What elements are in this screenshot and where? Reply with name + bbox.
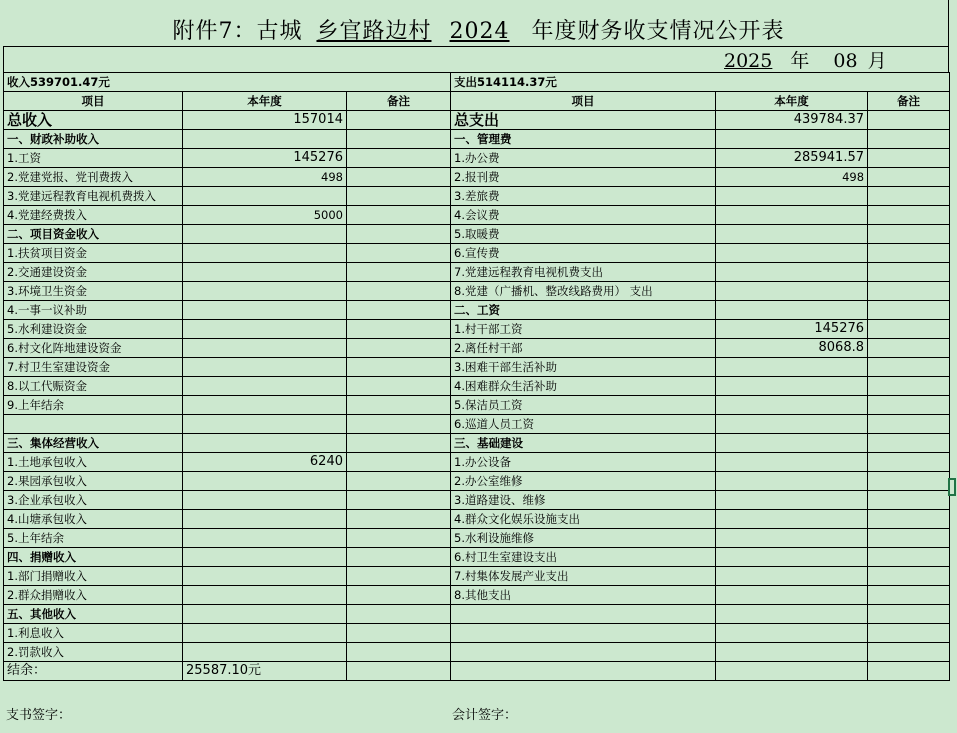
income-item-cell[interactable]: 3.党建远程教育电视机费拨入: [4, 187, 183, 206]
table-row: [4, 472, 950, 491]
date-year-label: 年: [790, 50, 810, 72]
income-note-cell[interactable]: [347, 529, 451, 548]
expense-value-cell[interactable]: [716, 472, 868, 491]
divider: [3, 46, 4, 72]
income-value-cell[interactable]: [183, 263, 347, 282]
income-note-cell[interactable]: [347, 643, 451, 662]
income-total[interactable]: 收入539701.47元: [4, 73, 451, 92]
col-header-item[interactable]: 项目: [451, 92, 716, 111]
income-note-cell[interactable]: [347, 149, 451, 168]
income-item-cell[interactable]: 一、财政补助收入: [4, 130, 183, 149]
expense-item-cell[interactable]: 5.保洁员工资: [451, 396, 716, 415]
income-value-cell[interactable]: 5000: [183, 206, 347, 225]
expense-item-cell[interactable]: 4.会议费: [451, 206, 716, 225]
income-value-cell[interactable]: [183, 130, 347, 149]
expense-note-cell[interactable]: [868, 586, 950, 605]
income-note-cell[interactable]: [347, 548, 451, 567]
title-suffix: 年度财务收支情况公开表: [531, 19, 785, 44]
table-row: [4, 529, 950, 548]
expense-value-cell[interactable]: [716, 415, 868, 434]
table-row: [4, 643, 950, 662]
income-item-cell[interactable]: 5.上年结余: [4, 529, 183, 548]
selected-cell[interactable]: [948, 478, 956, 496]
expense-note-cell[interactable]: [868, 510, 950, 529]
income-note-cell[interactable]: [347, 130, 451, 149]
income-item-cell[interactable]: 四、捐赠收入: [4, 548, 183, 567]
income-value-cell[interactable]: [183, 624, 347, 643]
income-item-cell[interactable]: 4.一事一议补助: [4, 301, 183, 320]
income-item-cell[interactable]: 6.村文化阵地建设资金: [4, 339, 183, 358]
expense-note-cell[interactable]: [868, 567, 950, 586]
income-value-cell[interactable]: [183, 320, 347, 339]
expense-item-cell[interactable]: 7.党建远程教育电视机费支出: [451, 263, 716, 282]
income-item-cell[interactable]: 8.以工代赈资金: [4, 377, 183, 396]
date-year: 2025: [724, 50, 773, 72]
expense-note-cell[interactable]: [868, 472, 950, 491]
divider: [948, 0, 949, 72]
income-item-cell[interactable]: 2.交通建设资金: [4, 263, 183, 282]
income-value-cell[interactable]: [183, 415, 347, 434]
income-note-cell[interactable]: [347, 187, 451, 206]
income-value-cell[interactable]: 6240: [183, 453, 347, 472]
expense-item-cell[interactable]: 5.水利设施维修: [451, 529, 716, 548]
expense-note-cell[interactable]: [868, 624, 950, 643]
table-row: [4, 567, 950, 586]
table-row: [4, 111, 950, 130]
expense-value-cell[interactable]: [716, 244, 868, 263]
income-value-cell[interactable]: [183, 301, 347, 320]
expense-item-cell[interactable]: 6.村卫生室建设支出: [451, 548, 716, 567]
income-note-cell[interactable]: [347, 377, 451, 396]
income-note-cell[interactable]: [347, 244, 451, 263]
expense-note-cell[interactable]: [868, 244, 950, 263]
table-row: [4, 206, 950, 225]
income-value-cell[interactable]: [183, 529, 347, 548]
expense-item-cell[interactable]: [451, 605, 716, 624]
expense-note-cell[interactable]: [868, 396, 950, 415]
expense-value-cell[interactable]: [716, 434, 868, 453]
table-row: [4, 244, 950, 263]
table-row: [4, 491, 950, 510]
expense-item-cell[interactable]: 3.困难干部生活补助: [451, 358, 716, 377]
income-value-cell[interactable]: [183, 586, 347, 605]
table-row: [4, 434, 950, 453]
report-date: [690, 46, 950, 72]
expense-item-cell[interactable]: 二、工资: [451, 301, 716, 320]
expense-note-cell[interactable]: [868, 662, 950, 681]
expense-item-cell[interactable]: 1.办公设备: [451, 453, 716, 472]
expense-item-cell[interactable]: [451, 662, 716, 681]
expense-note-cell[interactable]: [868, 225, 950, 244]
income-value-cell[interactable]: 145276: [183, 149, 347, 168]
income-note-cell[interactable]: [347, 320, 451, 339]
expense-item-cell[interactable]: 三、基础建设: [451, 434, 716, 453]
expense-note-cell[interactable]: [868, 187, 950, 206]
secretary-signature: 支书签字：: [6, 708, 72, 723]
income-item-cell[interactable]: 1.部门捐赠收入: [4, 567, 183, 586]
income-item-cell[interactable]: 总收入: [4, 111, 183, 130]
title-village: 乡官路边村: [316, 19, 432, 44]
expense-value-cell[interactable]: 8068.8: [716, 339, 868, 358]
income-item-cell[interactable]: 1.土地承包收入: [4, 453, 183, 472]
expense-note-cell[interactable]: [868, 358, 950, 377]
table-row: [4, 415, 950, 434]
income-note-cell[interactable]: [347, 605, 451, 624]
expense-value-cell[interactable]: [716, 396, 868, 415]
income-item-cell[interactable]: 1.工资: [4, 149, 183, 168]
expense-value-cell[interactable]: [716, 567, 868, 586]
table-row: [4, 377, 950, 396]
income-item-cell[interactable]: 1.利息收入: [4, 624, 183, 643]
expense-value-cell[interactable]: 145276: [716, 320, 868, 339]
expense-item-cell[interactable]: 2.离任村干部: [451, 339, 716, 358]
table-row: [4, 263, 950, 282]
expense-note-cell[interactable]: [868, 434, 950, 453]
col-header-year[interactable]: 本年度: [183, 92, 347, 111]
expense-value-cell[interactable]: [716, 491, 868, 510]
income-item-cell[interactable]: 3.环境卫生资金: [4, 282, 183, 301]
table-row: [4, 320, 950, 339]
income-item-cell[interactable]: 2.果园承包收入: [4, 472, 183, 491]
expense-item-cell[interactable]: 4.群众文化娱乐设施支出: [451, 510, 716, 529]
expense-item-cell[interactable]: 8.其他支出: [451, 586, 716, 605]
expense-note-cell[interactable]: [868, 529, 950, 548]
income-value-cell[interactable]: [183, 434, 347, 453]
income-item-cell[interactable]: 二、项目资金收入: [4, 225, 183, 244]
income-note-cell[interactable]: [347, 282, 451, 301]
table-row: [4, 358, 950, 377]
table-row: [4, 548, 950, 567]
title-year: 2024: [449, 19, 510, 44]
income-item-cell[interactable]: 4.山塘承包收入: [4, 510, 183, 529]
expense-note-cell[interactable]: [868, 263, 950, 282]
expense-value-cell[interactable]: [716, 529, 868, 548]
table-row: [4, 187, 950, 206]
title-prefix: 附件7：古城: [172, 19, 303, 44]
income-note-cell[interactable]: [347, 301, 451, 320]
income-item-cell[interactable]: 5.水利建设资金: [4, 320, 183, 339]
expense-value-cell[interactable]: [716, 187, 868, 206]
expense-item-cell[interactable]: 6.巡道人员工资: [451, 415, 716, 434]
income-item-cell[interactable]: 2.罚款收入: [4, 643, 183, 662]
income-note-cell[interactable]: [347, 168, 451, 187]
expense-value-cell[interactable]: 439784.37: [716, 111, 868, 130]
income-note-cell[interactable]: [347, 662, 451, 681]
table-row: [4, 662, 950, 681]
expense-value-cell[interactable]: [716, 643, 868, 662]
expense-note-cell[interactable]: [868, 149, 950, 168]
income-note-cell[interactable]: [347, 624, 451, 643]
expense-note-cell[interactable]: [868, 301, 950, 320]
expense-value-cell[interactable]: [716, 263, 868, 282]
income-note-cell[interactable]: [347, 339, 451, 358]
table-row: [4, 605, 950, 624]
expense-value-cell[interactable]: [716, 377, 868, 396]
expense-value-cell[interactable]: [716, 548, 868, 567]
col-header-note[interactable]: 备注: [347, 92, 451, 111]
finance-table: [3, 72, 950, 681]
expense-item-cell[interactable]: [451, 643, 716, 662]
income-note-cell[interactable]: [347, 396, 451, 415]
income-item-cell[interactable]: 2.党建党报、党刊费拨入: [4, 168, 183, 187]
expense-note-cell[interactable]: [868, 282, 950, 301]
expense-value-cell[interactable]: [716, 282, 868, 301]
expense-value-cell[interactable]: [716, 453, 868, 472]
income-note-cell[interactable]: [347, 510, 451, 529]
expense-item-cell[interactable]: 3.差旅费: [451, 187, 716, 206]
income-note-cell[interactable]: [347, 358, 451, 377]
income-item-cell[interactable]: 2.群众捐赠收入: [4, 586, 183, 605]
expense-item-cell[interactable]: 5.取暖费: [451, 225, 716, 244]
income-note-cell[interactable]: [347, 434, 451, 453]
expense-value-cell[interactable]: [716, 624, 868, 643]
expense-total[interactable]: 支出514114.37元: [451, 73, 950, 92]
income-item-cell[interactable]: 五、其他收入: [4, 605, 183, 624]
expense-note-cell[interactable]: [868, 377, 950, 396]
expense-value-cell[interactable]: [716, 206, 868, 225]
income-value-cell[interactable]: [183, 282, 347, 301]
income-value-cell[interactable]: [183, 358, 347, 377]
income-value-cell[interactable]: [183, 396, 347, 415]
income-value-cell[interactable]: [183, 491, 347, 510]
income-value-cell[interactable]: 498: [183, 168, 347, 187]
income-item-cell[interactable]: 7.村卫生室建设资金: [4, 358, 183, 377]
table-row: [4, 624, 950, 643]
expense-note-cell[interactable]: [868, 605, 950, 624]
income-note-cell[interactable]: [347, 491, 451, 510]
expense-item-cell[interactable]: [451, 624, 716, 643]
expense-note-cell[interactable]: [868, 415, 950, 434]
income-note-cell[interactable]: [347, 453, 451, 472]
expense-note-cell[interactable]: [868, 320, 950, 339]
table-row: [4, 510, 950, 529]
table-row: [4, 168, 950, 187]
expense-note-cell[interactable]: [868, 548, 950, 567]
expense-item-cell[interactable]: 6.宣传费: [451, 244, 716, 263]
expense-value-cell[interactable]: [716, 358, 868, 377]
col-header-note[interactable]: 备注: [868, 92, 950, 111]
income-value-cell[interactable]: [183, 567, 347, 586]
expense-note-cell[interactable]: [868, 453, 950, 472]
sheet-title: [0, 14, 957, 46]
expense-item-cell[interactable]: 2.报刊费: [451, 168, 716, 187]
accountant-signature: 会计签字：: [452, 708, 518, 723]
income-item-cell[interactable]: 1.扶贫项目资金: [4, 244, 183, 263]
expense-item-cell[interactable]: 1.办公费: [451, 149, 716, 168]
date-month: 08: [833, 50, 858, 72]
date-month-label: 月: [867, 50, 887, 72]
expense-value-cell[interactable]: [716, 605, 868, 624]
income-item-cell[interactable]: [4, 415, 183, 434]
income-value-cell[interactable]: [183, 339, 347, 358]
table-row: [4, 586, 950, 605]
income-note-cell[interactable]: [347, 586, 451, 605]
expense-note-cell[interactable]: [868, 111, 950, 130]
income-value-cell[interactable]: 25587.10元: [183, 662, 347, 681]
income-item-cell[interactable]: 9.上年结余: [4, 396, 183, 415]
expense-value-cell[interactable]: [716, 510, 868, 529]
income-value-cell[interactable]: [183, 244, 347, 263]
expense-note-cell[interactable]: [868, 491, 950, 510]
income-value-cell[interactable]: [183, 510, 347, 529]
expense-item-cell[interactable]: 1.村干部工资: [451, 320, 716, 339]
income-note-cell[interactable]: [347, 472, 451, 491]
expense-note-cell[interactable]: [868, 643, 950, 662]
expense-note-cell[interactable]: [868, 206, 950, 225]
expense-value-cell[interactable]: 285941.57: [716, 149, 868, 168]
income-note-cell[interactable]: [347, 567, 451, 586]
table-row: [4, 301, 950, 320]
expense-value-cell[interactable]: [716, 586, 868, 605]
income-note-cell[interactable]: [347, 263, 451, 282]
income-note-cell[interactable]: [347, 225, 451, 244]
table-row: [4, 339, 950, 358]
table-row: [4, 453, 950, 472]
col-header-year[interactable]: 本年度: [716, 92, 868, 111]
income-note-cell[interactable]: [347, 111, 451, 130]
expense-item-cell[interactable]: 3.道路建设、维修: [451, 491, 716, 510]
table-row: [4, 396, 950, 415]
income-item-cell[interactable]: 3.企业承包收入: [4, 491, 183, 510]
expense-value-cell[interactable]: [716, 225, 868, 244]
income-value-cell[interactable]: 157014: [183, 111, 347, 130]
table-row: [4, 130, 950, 149]
income-value-cell[interactable]: [183, 187, 347, 206]
table-row: [4, 282, 950, 301]
income-value-cell[interactable]: [183, 548, 347, 567]
expense-note-cell[interactable]: [868, 168, 950, 187]
expense-item-cell[interactable]: 7.村集体发展产业支出: [451, 567, 716, 586]
income-note-cell[interactable]: [347, 206, 451, 225]
expense-item-cell[interactable]: 一、管理费: [451, 130, 716, 149]
income-item-cell[interactable]: 结余：: [4, 662, 183, 681]
income-value-cell[interactable]: [183, 225, 347, 244]
income-item-cell[interactable]: 三、集体经营收入: [4, 434, 183, 453]
income-value-cell[interactable]: [183, 377, 347, 396]
expense-note-cell[interactable]: [868, 130, 950, 149]
expense-value-cell[interactable]: [716, 301, 868, 320]
expense-item-cell[interactable]: 8.党建（广播机、整改线路费用） 支出: [451, 282, 716, 301]
table-row: [4, 149, 950, 168]
divider: [3, 46, 949, 47]
expense-note-cell[interactable]: [868, 339, 950, 358]
col-header-item[interactable]: 项目: [4, 92, 183, 111]
table-row: [4, 225, 950, 244]
income-value-cell[interactable]: [183, 643, 347, 662]
expense-item-cell[interactable]: 总支出: [451, 111, 716, 130]
income-note-cell[interactable]: [347, 415, 451, 434]
expense-item-cell[interactable]: 2.办公室维修: [451, 472, 716, 491]
income-value-cell[interactable]: [183, 472, 347, 491]
expense-item-cell[interactable]: 4.困难群众生活补助: [451, 377, 716, 396]
expense-value-cell[interactable]: 498: [716, 168, 868, 187]
expense-value-cell[interactable]: [716, 130, 868, 149]
income-value-cell[interactable]: [183, 605, 347, 624]
expense-value-cell[interactable]: [716, 662, 868, 681]
income-item-cell[interactable]: 4.党建经费拨入: [4, 206, 183, 225]
